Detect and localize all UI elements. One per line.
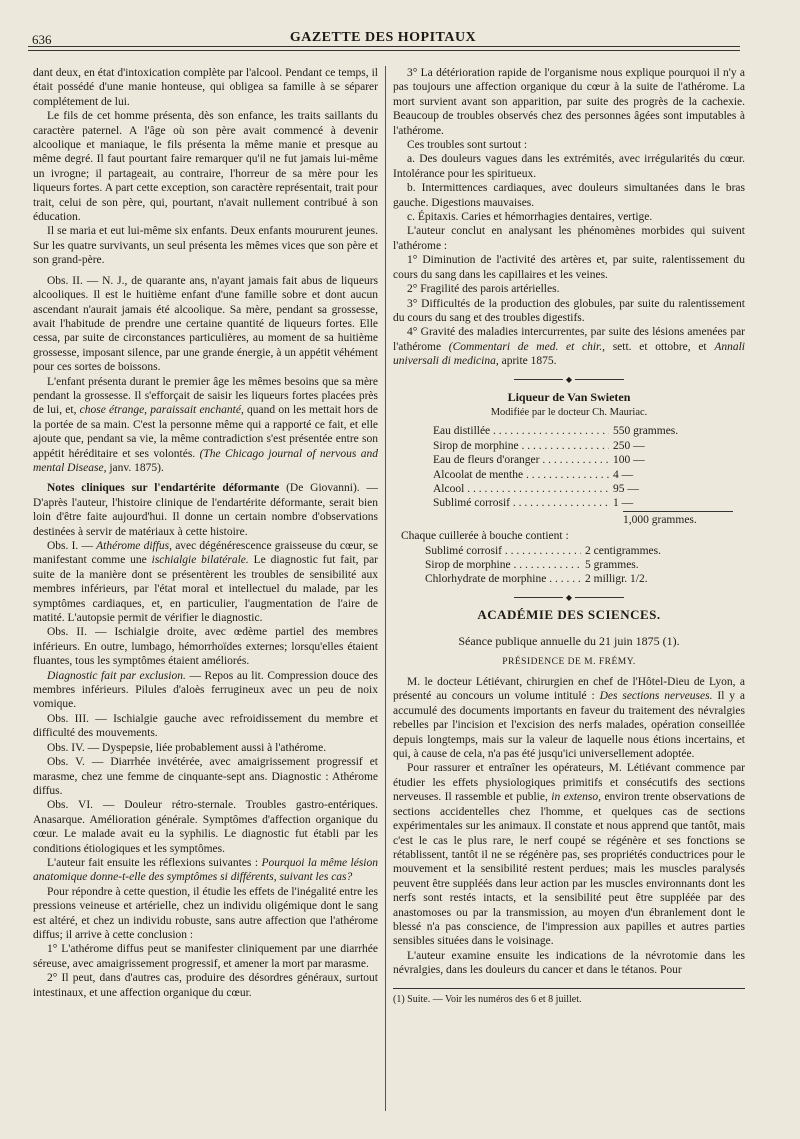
italic-run: Pourquoi la même lésion anatomique donne-t-elle des symptômes si différents, suivant les cas? [33, 856, 378, 884]
italic-run: (The Chicago journal of nervous and mental Disease, [33, 447, 378, 474]
ingredient-name: Eau distillée . . . [433, 424, 609, 438]
text-run: quand on les mettait hors de la portée de sa main. C'est la personne même qui a rapporté ce fait, et elle ajoute que, pendant sa vie, la même contradiction s'est présentée entre son appétit héréditaire et ses volontés. [33, 404, 378, 460]
text-run: L'auteur fait ensuite les réflexions suivantes : [47, 856, 259, 869]
text-run: 4° Gravité des maladies intercurrentes, par suite des lésions amenées par l'athérome [393, 326, 745, 353]
paragraph: Obs. V. — Diarrhée invétérée, avec amaigrissement progressif et marasme, chez une femme de cinquante-sept ans. Diagnostic : Athérome diffus. [33, 756, 378, 797]
ingredient-quantity: 250 — [609, 439, 703, 453]
text-run: aprite 1875. [501, 355, 557, 368]
text-run: avec dégénérescence graisseuse du cœur, se manifestant comme une [33, 540, 378, 567]
ingredient-name: Eau de fleurs d'oranger . . . [433, 453, 609, 467]
section-heading: Notes cliniques sur l'endartérite déformante [47, 482, 280, 495]
italic-run: in extenso, [551, 791, 602, 804]
paragraph: b. Intermittences cardiaques, avec douleurs simultanées dans le bras gauche. Digestions mauvaises. [393, 182, 745, 209]
text-run: sett. et ottobre, et [612, 340, 707, 353]
paragraph [33, 669, 378, 712]
italic-run: Athérome diffus, [96, 540, 173, 552]
ingredient-quantity: 550 grammes. [609, 424, 703, 438]
paragraph: 3° La détérioration rapide de l'organisme nous explique pourquoi il n'y a pas toujours une affection organique du cœur à la suite de l'athérome. La mort survient avant son apparition, par suite des progrès de la cachexie. Beaucoup de troubles observés chez des personnes âgées sont imputables à l'athérome. [393, 67, 745, 137]
dose-name: Sublimé corrosif . . . [425, 544, 581, 558]
recipe-total: 1,000 grammes. [623, 511, 733, 527]
recipe-title: Liqueur de Van Swieten [507, 389, 631, 404]
paragraph: 1° Diminution de l'activité des artères et, par suite, ralentissement du cours du sang dans les capillaires et les veines. [393, 254, 745, 281]
text-run: janv. 1875). [109, 461, 164, 474]
ingredient-quantity: 95 — [609, 482, 703, 496]
ingredient-quantity: 4 — [609, 468, 703, 482]
text-run: Obs. I. — [47, 540, 93, 552]
ingredient-quantity: 100 — [609, 453, 703, 467]
journal-title: GAZETTE DES HOPITAUX [289, 30, 477, 45]
page-header [28, 18, 738, 47]
academy-heading: ACADÉMIE DES SCIENCES. [477, 606, 661, 622]
paragraph: 2° Fragilité des parois artérielles. [407, 283, 560, 296]
paragraph: L'auteur conclut en analysant les phénomènes morbides qui suivent l'athérome : [393, 225, 745, 252]
text-run: environ trente observations de sections accidentelles chez l'homme, et quelques cas de sections expérimentales sur les animaux. Il constate et nous apprend que tantôt, mais c'est le cas le plus rare, le nerf coupé se régénère et ses fonctions se rétablissent, tantôt il ne se régénère pas, ses propriétés conductrices pour le mouvement et la sensibilité restent perdues; mais les muscles paralysés peuvent être suppléés dans leur action par les muscles environnants dont les nerfs sont restés intacts, et la sensibilité peut être suppléée par des anastomoses ou par la transmission, au moyen d'un ébranlement dont le blessé n'a pas conscience, de l'impression aux papilles et autres parties sensibles situées dans le voisinage. [393, 791, 745, 948]
paragraph: Obs. III. — Ischialgie gauche avec refroidissement du membre et difficulté des mouvements. [33, 712, 378, 740]
dose-row [425, 572, 695, 586]
right-column [393, 66, 745, 1126]
dose-name: Chlorhydrate de morphine . . . [425, 572, 581, 586]
dose-quantity: 2 centigrammes. [581, 544, 695, 558]
paragraph: Obs. VI. — Douleur rétro-sternale. Troubles gastro-entériques. Anasarque. Amélioration générale. Symptômes d'affection organique du cœur. Le malade avait eu la syphilis. Le diagnostic fut établi par les conditions étiologiques et les symptômes. [33, 799, 378, 855]
paragraph: c. Épitaxis. Caries et hémorrhagies dentaires, vertige. [407, 211, 653, 224]
dose-quantity: 5 grammes. [581, 558, 695, 572]
text-run: — D'après l'auteur, l'histoire clinique de l'endartérite déformante, serait bien loin d'être faite aujourd'hui. Il donne un certain nombre d'observations destinées à servir de matériaux à cette histoire. [33, 482, 378, 538]
italic-run: Diagnostic fait par exclusion. [47, 669, 186, 682]
paragraph: 3° Difficultés de la production des globules, par suite du ralentissement du cours du sang et des troubles digestifs. [393, 297, 745, 324]
paragraph: a. Des douleurs vagues dans les extrémités, avec irrégularités du cœur. Intolérance pour les spiritueux. [393, 153, 745, 180]
recipe-table [433, 424, 703, 527]
text-run: L'enfant présenta durant le premier âge les mêmes besoins que sa mère pendant la grossesse. Il s'efforçait de saisir les liqueurs fortes placées près de lui, et, [33, 375, 378, 417]
text-run: Le diagnostic fut fait, par suite de la manière dont se présentèrent les troubles de sensibilité aux membres inférieurs, par l'état moral et intellectuel du malade, par les symptômes cardiaques, et, en particulier, l'augmentation de l'aire de matité. L'autopsie permit de vérifier le diagnostic. [33, 554, 378, 625]
left-column [33, 66, 378, 1126]
footnote: (1) Suite. — Voir les numéros des 6 et 8 juillet. [393, 993, 582, 1005]
paragraph [393, 325, 745, 368]
italic-run: chose étrange, paraissait enchanté, [79, 404, 244, 417]
recipe-row [433, 468, 703, 482]
italic-run: (Commentari de med. et chir., [448, 340, 605, 353]
recipe-subtitle: Modifiée par le docteur Ch. Mauriac. [490, 406, 648, 418]
paragraph: L'auteur examine ensuite les indications de la névrotomie dans les névralgies, dans les douleurs du cancer et dans le tétanos. Pour [393, 949, 745, 977]
dose-table [425, 544, 695, 587]
section-separator [514, 597, 624, 598]
ingredient-name: Sirop de morphine . . . [433, 439, 609, 453]
text-run: Pour rassurer et entraîner les opérateurs, M. Létiévant commence par étudier les effets physiologiques primitifs et consécutifs des sections nerveuses. Il rassemble et publie, [393, 762, 745, 804]
recipe-row [433, 424, 703, 438]
footnote-rule [393, 988, 745, 989]
recipe-row [433, 439, 703, 453]
dose-title: Chaque cuillerée à bouche contient : [401, 530, 569, 543]
dose-name: Sirop de morphine . . . [425, 558, 581, 572]
paragraph [393, 761, 745, 948]
paragraph: Obs. II. — Ischialgie droite, avec œdème partiel des membres inférieurs. En outre, lumbago, hémorrhoïdes externes; lorsqu'elles étaient fluantes, tous les symptômes étaient améliorés. [33, 626, 378, 668]
ingredient-name: Sublimé corrosif . . . [433, 496, 609, 510]
recipe-row [433, 453, 703, 467]
recipe-row [433, 482, 703, 496]
dose-row [425, 544, 695, 558]
text-run: M. le docteur Létiévant, chirurgien en chef de l'Hôtel-Dieu de Lyon, a présenté au concours un volume intitulé : [393, 676, 745, 703]
paragraph [393, 675, 745, 761]
italic-run: Des sections nerveuses. [599, 690, 713, 703]
text-run: (De Giovanni). [286, 482, 360, 495]
paragraph: Ces troubles sont surtout : [407, 139, 528, 152]
session-title: Séance publique annuelle du 21 juin 1875 (1). [458, 634, 680, 649]
paragraph: 1° L'athérome diffus peut se manifester cliniquement par une diarrhée séreuse, avec amaigrissement progressif, et amener la mort par marasme. [33, 943, 378, 970]
paragraph [33, 481, 378, 539]
dose-row [425, 558, 695, 572]
paragraph: Il se maria et eut lui-même six enfants. Deux enfants moururent jeunes. Sur les quatre survivants, un seul présenta les mêmes vices que son père et son grand-père. [33, 225, 378, 267]
ingredient-quantity: 1 — [609, 496, 703, 510]
page-number: 636 [32, 32, 52, 47]
recipe-row [433, 496, 703, 510]
presidence-line: PRÉSIDENCE DE M. FRÉMY. [502, 656, 636, 667]
dose-quantity: 2 milligr. 1/2. [581, 572, 695, 586]
paragraph [33, 856, 378, 885]
italic-run: Annali universali di medicina, [393, 340, 745, 368]
paragraph: Pour répondre à cette question, il étudie les effets de l'inégalité entre les pressions veineuse et artérielle, chez un individu oligémique dont le sang est altéré, et chez un individu robuste, sans autre affection que l'athérome diffus; il arrive à cette conclusion : [33, 885, 378, 941]
italic-run: ischialgie bilatérale. [151, 554, 249, 567]
paragraph: dant deux, en état d'intoxication complète par l'alcool. Pendant ce temps, il était possédé d'une manie honteuse, qui obligea sa famille à se séparer complétement de lui. [33, 67, 378, 108]
paragraph [33, 539, 378, 625]
ingredient-name: Alcool . . . [433, 482, 609, 496]
section-separator [514, 379, 624, 380]
paragraph: Obs. IV. — Dyspepsie, liée probablement aussi à l'athérome. [47, 741, 327, 754]
paragraph [33, 375, 378, 476]
paragraph: Le fils de cet homme présenta, dès son enfance, les traits saillants du caractère paternel. A l'âge où son père avait commencé à devenir alcoolique et maniaque, le fils présenta la même manie et presque au même degré. Il faut pourtant faire remarquer qu'il ne fut jamais lui-même un ivrogne; il partageait, au contraire, l'horreur de sa mère pour les liqueurs fortes. A part cette exception, son caractère représentait, trait pour trait, celui de son père, qui, pourtant, n'avait nullement contribué à son éducation. [33, 110, 378, 224]
paragraph: 2° Il peut, dans d'autres cas, produire des désordres généraux, surtout intestinaux, et une affection organique du cœur. [33, 972, 378, 999]
ingredient-name: Alcoolat de menthe . . . [433, 468, 609, 482]
text-run: Il y a accumulé des documents importants en faveur du traitement des névralgies rebelles par l'incision et l'excision des nerfs malades, opération conseillée depuis longtemps, mais sur la valeur de laquelle nous étions incertains, et qui, à cause de cela, n'a pas été jusqu'ici universellement adoptée. [393, 690, 745, 761]
text-run: — Repos au lit. Compression douce des membres inférieurs. Pilules d'aloès ferrugineux avec un peu de noix vomique. [33, 669, 378, 711]
header-rule [28, 46, 740, 51]
column-divider [385, 66, 386, 1111]
paragraph: Obs. II. — N. J., de quarante ans, n'ayant jamais fait abus de liqueurs alcooliques. Il est le huitième enfant d'une famille sobre et dont aucun ascendant n'aurait jamais été alcoolique. Sa mère, pendant sa grossesse, avait l'habitude de prendre une certaine quantité de liqueurs fortes. Elle cessa, par suite de circonstances particulières, au moment de sa huitième grossesse, imposant silence, par une grande énergie, à un appétit véhément pour ces sortes de boissons. [33, 274, 378, 374]
